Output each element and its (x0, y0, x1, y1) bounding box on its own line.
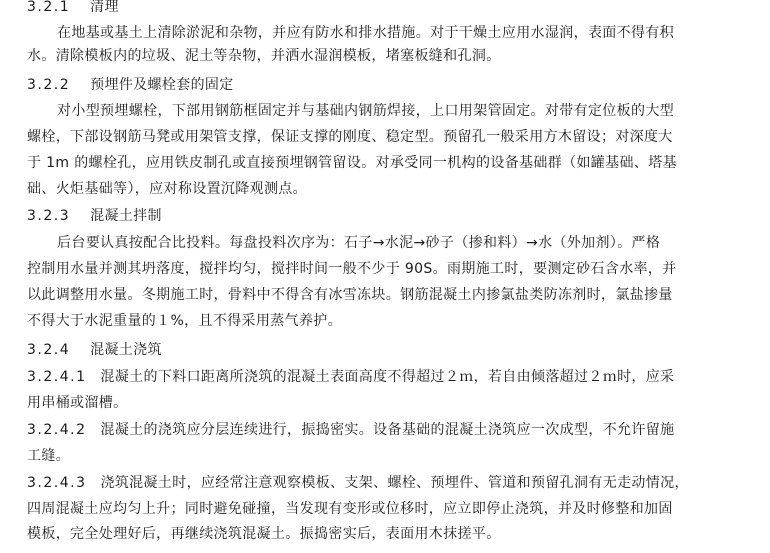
paragraph-line: 混凝土的浇筑应分层连续进行，振捣密实。设备基础的混凝土浇筑应一次成型，不允许留施 (100, 422, 675, 438)
item-3-2-4-1 (27, 367, 674, 387)
paragraph-line: 模板，完全处理好后，再继续浇筑混凝土。振捣密实后，表面用木抹搓平。 (27, 526, 501, 542)
paragraph-line: 础、火炬基础等），应对称设置沉降观测点。 (27, 181, 307, 197)
section-title: 混凝土浇筑 (90, 342, 162, 358)
paragraph-line: 混凝土的下料口距离所浇筑的混凝土表面高度不得超过２ｍ，若自由倾落超过２ｍ时，应采 (100, 369, 675, 385)
paragraph-line: 于 1m 的螺栓孔，应用铁皮制孔或直接预埋钢管留设。对承受同一机构的设备基础群（如罐基础、塔基 (27, 155, 677, 171)
section-heading-3-2-1 (27, 0, 119, 17)
paragraph-line: 以此调整用水量。冬期施工时，骨料中不得含有冰雪冻块。钢筋混凝土内掺氯盐类防冻剂时，氯盐掺量 (27, 287, 673, 303)
paragraph-line: 水。清除模板内的垃圾、泥土等杂物，并洒水湿润模板，堵塞板缝和孔洞。 (27, 48, 501, 64)
paragraph-line: 浇筑混凝土时，应经常注意观察模板、支架、螺栓、预埋件、管道和预留孔洞有无走动情况， (100, 475, 689, 491)
item-number: 3.2.4.2 (27, 422, 87, 438)
item-3-2-4-3 (27, 473, 689, 493)
section-heading-3-2-2 (27, 75, 234, 95)
paragraph-line: 在地基或基土上清除淤泥和杂物，并应有防水和排水措施。对于干燥土应用水湿润，表面不得有积 (57, 25, 675, 41)
section-heading-3-2-3 (27, 206, 162, 226)
section-title: 预埋件及螺栓套的固定 (90, 77, 234, 93)
paragraph-line: 不得大于水泥重量的１%，且不得采用蒸气养护。 (27, 313, 343, 329)
section-number: 3.2.1 (27, 0, 71, 15)
section-number: 3.2.3 (27, 208, 71, 224)
item-3-2-4-2 (27, 420, 674, 440)
paragraph-line: 控制用水量并测其坍落度，搅拌均匀，搅拌时间一般不少于 90S。雨期施工时，要测定砂石含水率，并 (27, 261, 677, 277)
section-title: 混凝土拌制 (90, 208, 162, 224)
section-number: 3.2.4 (27, 342, 71, 358)
paragraph-line: 四周混凝土应均匀上升；同时避免碰撞，当发现有变形或位移时，应立即停止浇筑，并及时修整和加固 (27, 501, 673, 517)
paragraph-line: 后台要认真按配合比投料。每盘投料次序为：石子→水泥→砂子（掺和料）→水（外加剂）。严格 (57, 235, 661, 251)
section-heading-3-2-4 (27, 340, 162, 360)
paragraph-line: 用串桶或溜槽。 (27, 395, 128, 411)
item-number: 3.2.4.3 (27, 475, 87, 491)
paragraph-line: 螺栓，下部设钢筋马凳或用架管支撑，保证支撑的刚度、稳定型。预留孔一般采用方木留设；对深度大 (27, 129, 673, 145)
section-title: 清理 (90, 0, 119, 15)
section-number: 3.2.2 (27, 77, 71, 93)
paragraph-line: 对小型预埋螺栓，下部用钢筋框固定并与基础内钢筋焊接，上口用架管固定。对带有定位板的大型 (57, 103, 675, 119)
item-number: 3.2.4.1 (27, 369, 87, 385)
paragraph-line: 工缝。 (27, 448, 71, 464)
